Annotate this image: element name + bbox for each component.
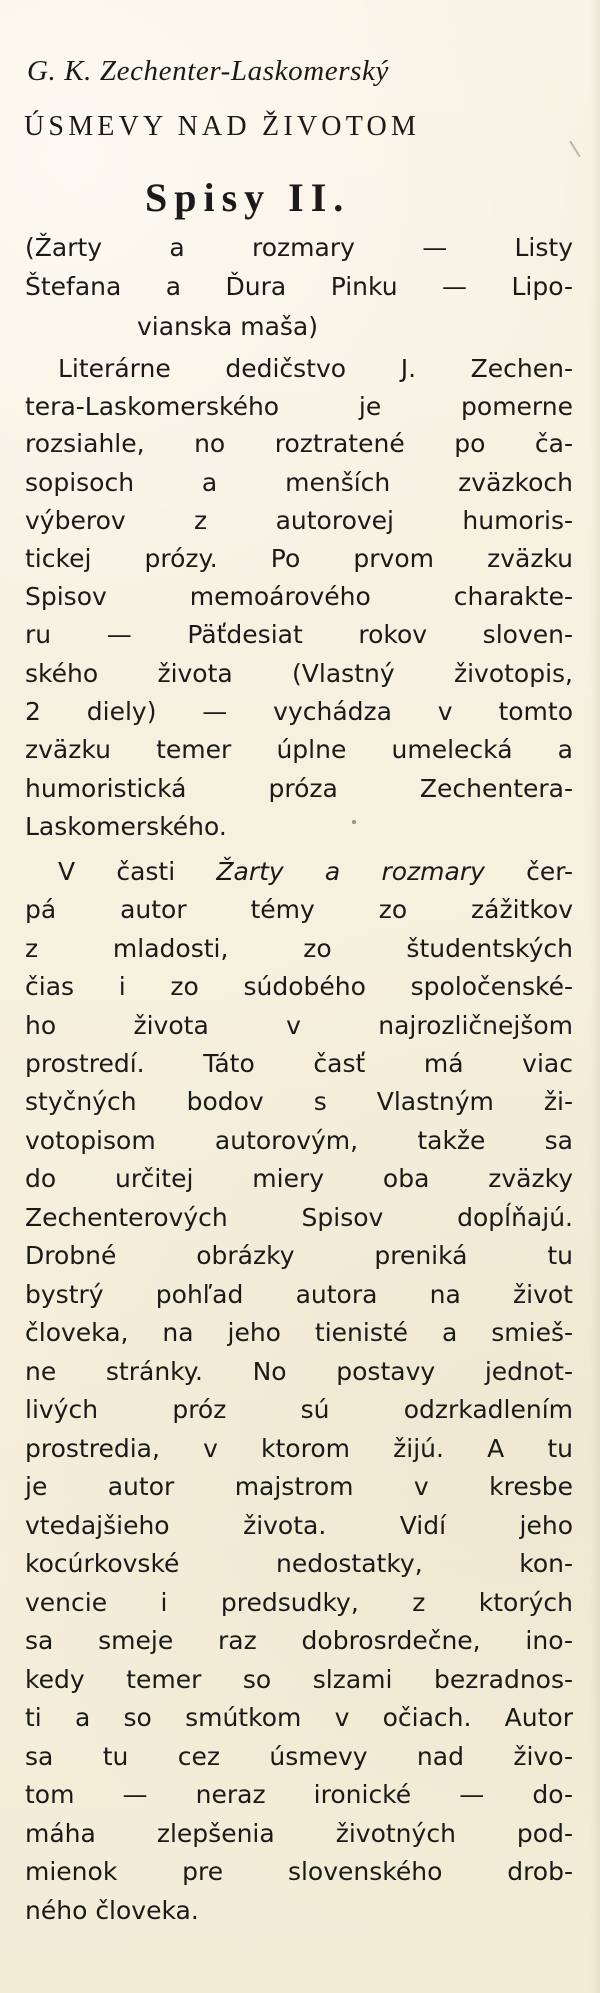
paragraph-2-line: ného človeka. <box>25 1896 199 1925</box>
paragraph-2-line: ti a so smútkom v očiach. Autor <box>25 1703 573 1732</box>
paragraph-2-line: styčných bodov s Vlastným ži- <box>25 1087 573 1116</box>
paragraph-2-line: kedy temer so slzami bezradnos- <box>25 1665 573 1694</box>
paragraph-1-line: výberov z autorovej humoris- <box>25 506 573 535</box>
paragraph-2-line: tom — neraz ironické — do- <box>25 1780 573 1809</box>
paragraph-2-line: mienok pre slovenského drob- <box>25 1857 573 1886</box>
paragraph-2-line: pá autor témy zo zážitkov <box>25 895 573 924</box>
series-title: ÚSMEVY NAD ŽIVOTOM <box>24 111 421 142</box>
paragraph-1-line: Laskomerského. <box>25 812 227 841</box>
paragraph-2-prefix: V časti <box>58 857 217 886</box>
author-name: G. K. Zechenter-Laskomerský <box>27 55 389 87</box>
paragraph-1-line: zväzku temer úplne umelecká a <box>25 735 573 764</box>
paragraph-2-suffix: čer- <box>484 857 573 886</box>
paragraph-2-line: vencie i predsudky, z ktorých <box>25 1588 573 1617</box>
subtitle-line: vianska maša) <box>137 312 319 341</box>
paragraph-2-line: prostredia, v ktorom žijú. A tu <box>25 1434 573 1463</box>
paragraph-2-line: čias i zo súdobého spoločenské- <box>25 972 573 1001</box>
paragraph-2-line: vtedajšieho života. Vidí jeho <box>25 1511 573 1540</box>
paragraph-2-line: prostredí. Táto časť má viac <box>25 1049 573 1078</box>
paragraph-2-italic-title: Žarty a rozmary <box>216 857 485 886</box>
paragraph-1-line: Literárne dedičstvo J. Zechen- <box>58 354 573 383</box>
paragraph-1-line: tera-Laskomerského je pomerne <box>25 392 573 421</box>
paragraph-2-line: človeka, na jeho tienisté a smieš- <box>25 1318 573 1347</box>
subtitle-line: (Žarty a rozmary — Listy <box>25 233 573 262</box>
paragraph-2-line: Zechenterových Spisov dopĺňajú. <box>25 1203 573 1232</box>
paragraph-1-line: sopisoch a menších zväzkoch <box>25 468 573 497</box>
paragraph-1-line: ského života (Vlastný životopis, <box>25 659 573 688</box>
paragraph-2-line: kocúrkovské nedostatky, kon- <box>25 1549 573 1578</box>
paragraph-2-line: livých próz sú odzrkadlením <box>25 1395 573 1424</box>
paragraph-2-line: sa tu cez úsmevy nad živo- <box>25 1742 573 1771</box>
paragraph-1-line: rozsiahle, no roztratené po ča- <box>25 429 573 458</box>
paragraph-2-line: votopisom autorovým, takže sa <box>25 1126 573 1155</box>
paragraph-2-line: Drobné obrázky preniká tu <box>25 1241 573 1270</box>
paragraph-2-first-line <box>58 859 573 884</box>
paragraph-2-line: sa smeje raz dobrosrdečne, ino- <box>25 1626 573 1655</box>
paragraph-2-line: ho života v najrozličnejšom <box>25 1011 573 1040</box>
paragraph-1-line: ru — Päťdesiat rokov sloven- <box>25 620 573 649</box>
volume-title: Spisy II. <box>145 175 351 220</box>
paragraph-2-line: bystrý pohľad autora na život <box>25 1280 573 1309</box>
paper-scratch-mark <box>569 141 580 157</box>
paragraph-2-line: z mladosti, zo študentských <box>25 934 573 963</box>
paper-edge <box>590 0 600 1993</box>
subtitle-line: Štefana a Ďura Pinku — Lipo- <box>25 272 573 301</box>
paragraph-1-line: humoristická próza Zechentera- <box>25 774 573 803</box>
paragraph-1-line: tickej prózy. Po prvom zväzku <box>25 544 573 573</box>
paragraph-2-line: ne stránky. No postavy jednot- <box>25 1357 573 1386</box>
paragraph-2-line: je autor majstrom v kresbe <box>25 1472 573 1501</box>
paragraph-2-line: do určitej miery oba zväzky <box>25 1164 573 1193</box>
paragraph-1-line: Spisov memoárového charakte- <box>25 582 573 611</box>
paragraph-2-line: máha zlepšenia životných pod- <box>25 1819 573 1848</box>
paragraph-1-line: 2 diely) — vychádza v tomto <box>25 697 573 726</box>
